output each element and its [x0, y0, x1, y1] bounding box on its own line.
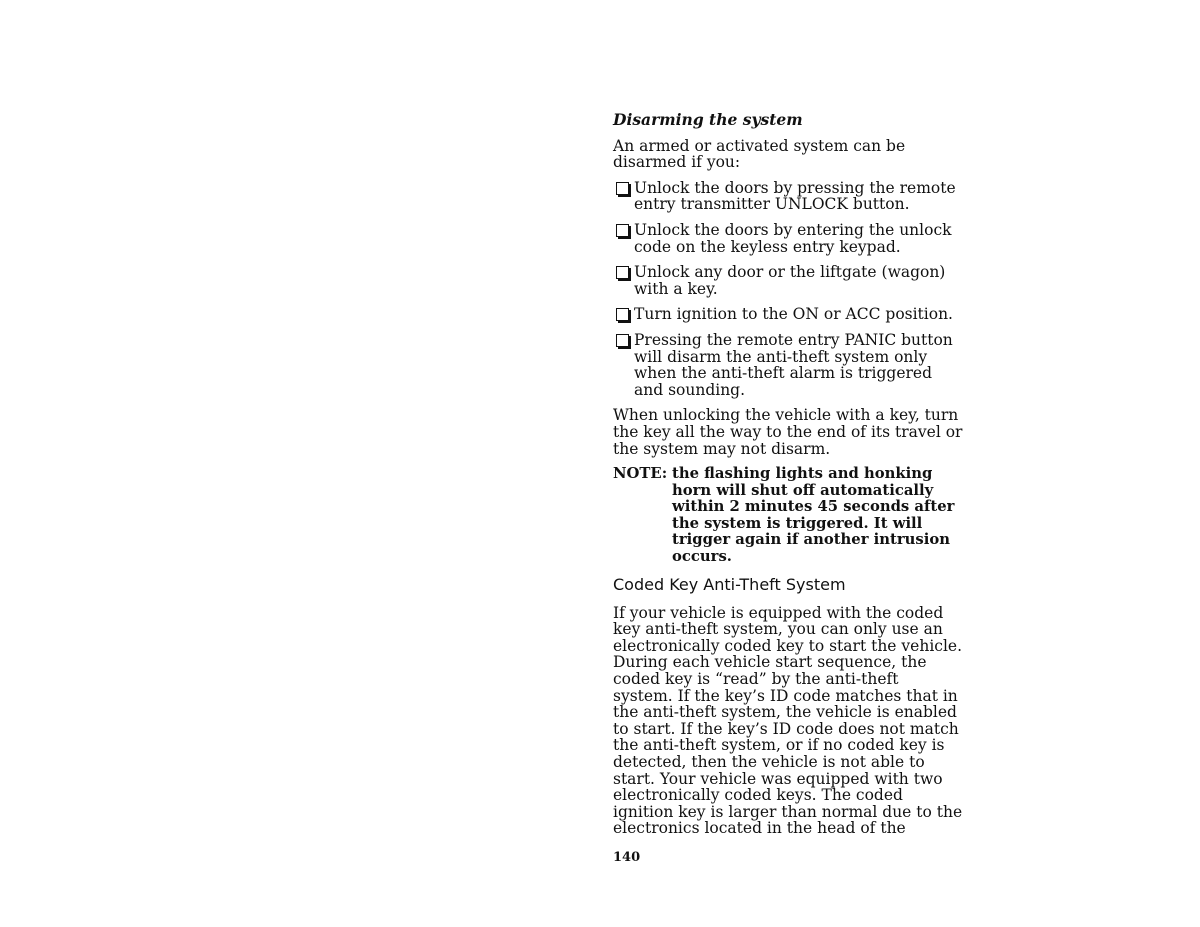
bullet-text: Turn ignition to the ON or ACC position.: [634, 305, 953, 324]
bullet-text: Unlock the doors by entering the unlock code on the keyless entry keypad.: [634, 220, 952, 256]
coded-key-heading: Coded Key Anti-Theft System: [613, 574, 846, 594]
list-item: [613, 264, 963, 297]
list-item: [613, 222, 963, 255]
key-paragraph: When unlocking the vehicle with a key, turn the key all the way to the end of its travel or the system may not disarm.: [613, 406, 963, 458]
list-item: [613, 180, 963, 213]
bullet-text: Unlock any door or the liftgate (wagon) with a key.: [634, 263, 946, 298]
manual-page: [613, 112, 963, 867]
checkbox-icon: [616, 224, 629, 237]
checkbox-icon: [616, 182, 629, 195]
coded-key-body: If your vehicle is equipped with the coded key anti-theft system, you can only use an electronically coded key to start the vehicle. During each vehicle start sequence, the coded key is “read” by the anti-theft system. If the key’s ID code matches that in the anti-theft system, the vehicle is enabled to start. If the key’s ID code does not match the anti-theft system, or if no coded key is detected, then the vehicle is not able to start. Your vehicle was equipped with two electronically coded keys. The coded ignition key is larger than normal due to the electronics located in the head of the: [613, 603, 963, 838]
note-block: [613, 466, 963, 566]
page-number: 140: [613, 849, 641, 865]
note-label: NOTE:: [613, 465, 668, 483]
checkbox-icon: [616, 334, 629, 347]
checkbox-icon: [616, 266, 629, 279]
list-item: [613, 332, 963, 398]
checkbox-icon: [616, 308, 629, 321]
disarming-subheading: Disarming the system: [613, 110, 803, 129]
disarm-intro: An armed or activated system can be disarmed if you:: [613, 136, 906, 172]
bullet-text: Unlock the doors by pressing the remote entry transmitter UNLOCK button.: [634, 178, 956, 214]
list-item: [613, 306, 963, 323]
note-text: the flashing lights and honking horn will shut off automatically within 2 minutes 45 seconds after the system is triggered. It will trigger again if another intrusion occurs.: [672, 465, 955, 566]
bullet-text: Pressing the remote entry PANIC button will disarm the anti-theft system only when the anti-theft alarm is triggered and sounding.: [634, 330, 953, 399]
